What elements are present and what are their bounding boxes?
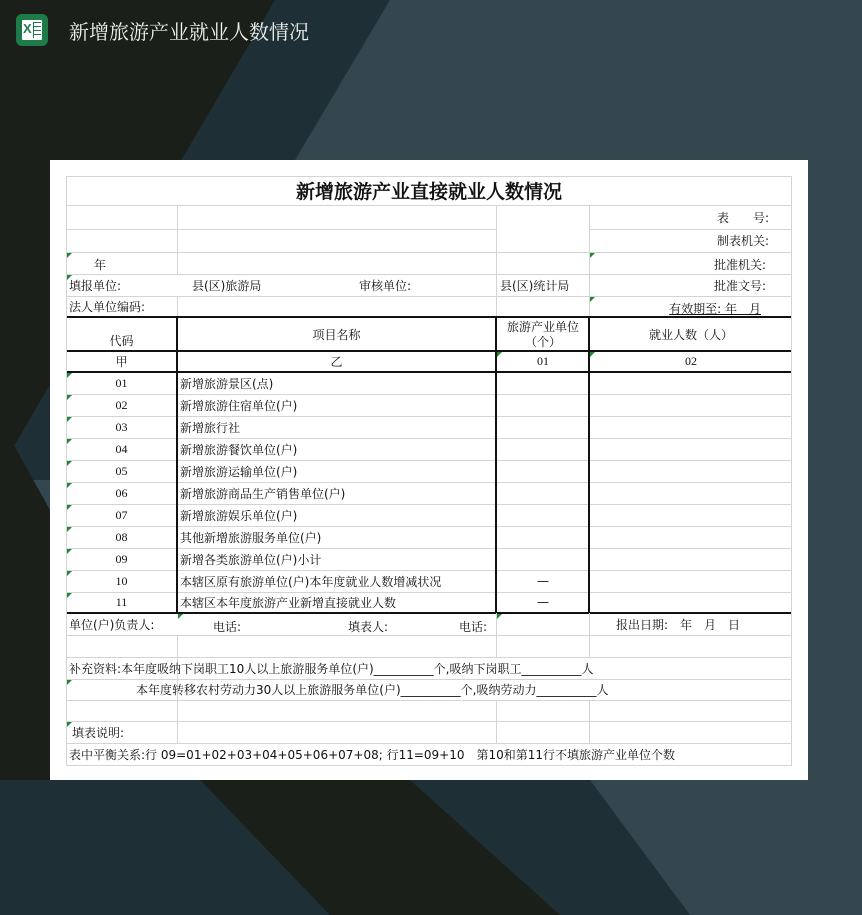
cell-marker [67, 253, 72, 258]
approval-number-label: 批准文号: [713, 278, 766, 293]
maker-label: 制表机关: [716, 234, 769, 248]
row-code: 08 [115, 529, 128, 544]
row-units-cell[interactable] [497, 526, 589, 548]
row-code: 05 [115, 463, 128, 478]
row-code: 04 [115, 441, 128, 456]
col-header-item: 项目名称 [312, 327, 361, 342]
col-header-employment: 就业人数（人） [648, 327, 733, 342]
supplement-line2: 本年度转移农村劳动力30人以上旅游服务单位(户)__________个,吸纳劳动力__________人 [136, 683, 609, 697]
row-units-cell[interactable] [497, 394, 589, 416]
table-number-label: 表 号: [716, 210, 769, 225]
row-item-name: 新增旅游运输单位(户) [180, 464, 298, 479]
row-units-cell[interactable] [497, 372, 589, 394]
row-code: 03 [115, 419, 128, 434]
leader-label: 单位(户)负责人: [69, 617, 155, 632]
document-title: 新增旅游产业就业人数情况 [69, 19, 309, 44]
row-units-cell[interactable]: — [537, 595, 549, 609]
row-code: 02 [115, 397, 128, 412]
row-code: 11 [115, 594, 128, 609]
row-employment-cell[interactable] [590, 570, 792, 592]
row-employment-cell[interactable] [590, 460, 792, 482]
row-code: 09 [115, 551, 128, 566]
phone2-label: 电话: [459, 619, 488, 634]
cell-marker [497, 614, 502, 619]
row-employment-cell[interactable] [590, 504, 792, 526]
cell-marker [497, 352, 502, 357]
sheet-title: 新增旅游产业直接就业人数情况 [295, 181, 562, 203]
cell-marker [590, 253, 595, 258]
row-item-name: 本辖区原有旅游单位(户)本年度就业人数增减状况 [180, 574, 442, 589]
spreadsheet [66, 176, 792, 765]
col-code-jia: 甲 [115, 355, 128, 369]
row-units-cell[interactable] [497, 504, 589, 526]
col-code-yi: 乙 [330, 355, 343, 369]
phone1-label: 电话: [213, 619, 242, 634]
col-header-code: 代码 [109, 333, 134, 348]
row-code: 10 [115, 573, 128, 588]
row-units-cell[interactable] [497, 416, 589, 438]
col-header-units-line1: 旅游产业单位 [506, 319, 579, 334]
supplement-line1: 补充资料:本年度吸纳下岗职工10人以上旅游服务单位(户)__________个,吸纳下岗职工__________人 [69, 661, 594, 676]
col-code-01: 01 [537, 354, 549, 368]
row-item-name: 新增旅游商品生产销售单位(户) [180, 486, 346, 501]
row-units-cell[interactable]: — [537, 574, 549, 588]
row-employment-cell[interactable] [590, 438, 792, 460]
filler-value[interactable]: 县(区)旅游局 [192, 278, 262, 293]
row-employment-cell[interactable] [590, 416, 792, 438]
row-item-name: 新增旅游景区(点) [180, 376, 274, 391]
reviewer-value[interactable]: 县(区)统计局 [500, 278, 570, 293]
row-employment-cell[interactable] [590, 372, 792, 394]
row-item-name: 新增旅行社 [180, 420, 241, 435]
cell-marker [67, 275, 72, 280]
cell-marker [67, 722, 72, 727]
valid-until-label: 有效期至: 年 月 [669, 301, 761, 316]
report-date-label: 报出日期: 年 月 日 [616, 617, 741, 632]
excel-icon: X [16, 14, 48, 46]
row-units-cell[interactable] [497, 438, 589, 460]
preparer-label: 填表人: [348, 619, 389, 634]
row-employment-cell[interactable] [590, 394, 792, 416]
approver-label: 批准机关: [713, 257, 766, 272]
row-employment-cell[interactable] [590, 592, 792, 612]
filler-label: 填报单位: [69, 278, 122, 293]
year-label: 年 [94, 257, 107, 272]
row-item-name: 新增旅游餐饮单位(户) [180, 442, 298, 457]
row-item-name: 新增旅游住宿单位(户) [180, 398, 298, 413]
app-header [16, 14, 309, 46]
balance-note: 表中平衡关系:行 09=01+02+03+04+05+06+07+08; 行11=09+10 第10和第11行不填旅游产业单位个数 [69, 747, 676, 762]
row-units-cell[interactable] [497, 548, 589, 570]
row-code: 01 [115, 375, 128, 390]
row-employment-cell[interactable] [590, 526, 792, 548]
cell-marker [178, 614, 183, 619]
row-units-cell[interactable] [497, 482, 589, 504]
cell-marker [67, 680, 72, 685]
instructions-label: 填表说明: [72, 725, 125, 740]
reviewer-label: 审核单位: [359, 278, 412, 293]
legal-code-label: 法人单位编码: [69, 299, 146, 314]
row-employment-cell[interactable] [590, 482, 792, 504]
row-item-name: 新增各类旅游单位(户)小计 [180, 552, 322, 567]
row-item-name: 本辖区本年度旅游产业新增直接就业人数 [180, 595, 397, 610]
row-code: 06 [115, 485, 128, 500]
row-units-cell[interactable] [497, 460, 589, 482]
row-employment-cell[interactable] [590, 548, 792, 570]
col-code-02: 02 [685, 354, 697, 368]
cell-marker [590, 297, 595, 302]
row-item-name: 其他新增旅游服务单位(户) [180, 530, 322, 545]
cell-marker [590, 352, 595, 357]
spreadsheet-card [50, 160, 808, 780]
row-code: 07 [115, 507, 128, 522]
row-item-name: 新增旅游娱乐单位(户) [180, 508, 298, 523]
col-header-units-line2: （个） [524, 334, 561, 349]
